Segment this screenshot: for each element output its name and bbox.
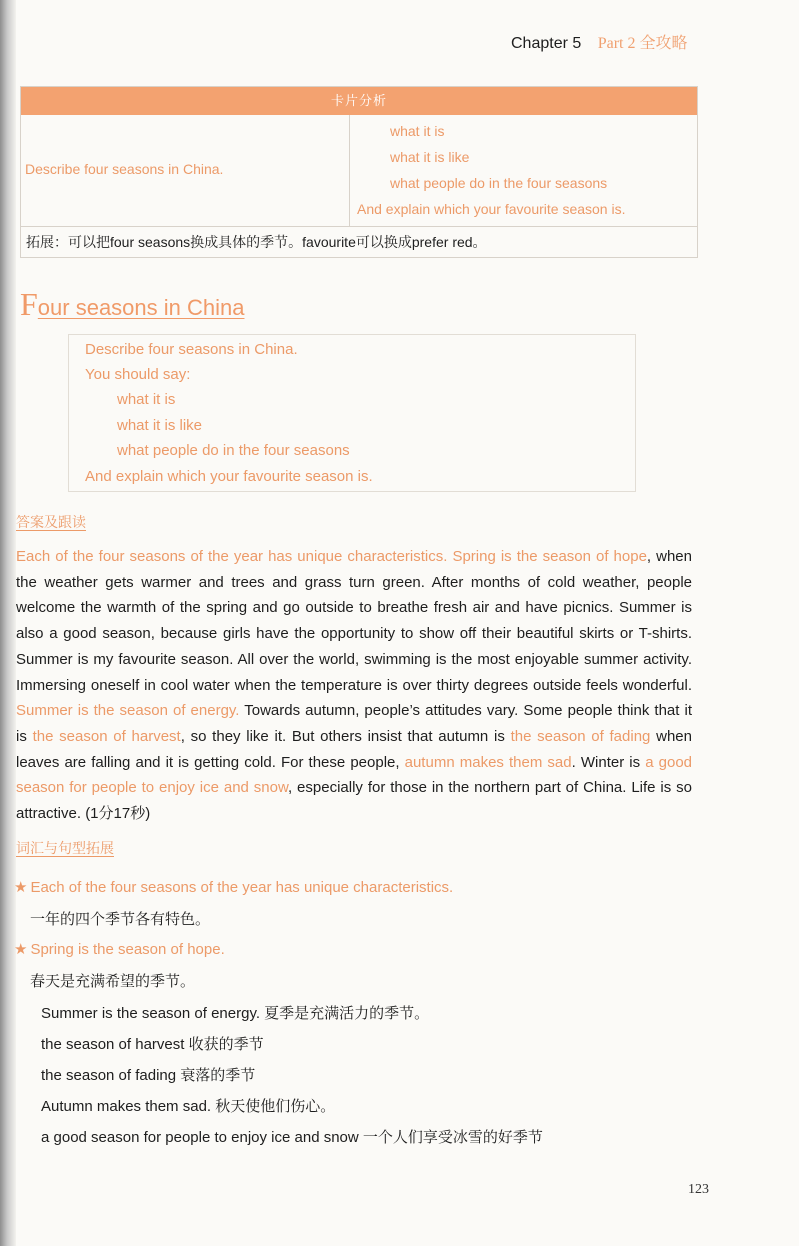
answer-text: , so they like it. But others insist that autumn is <box>180 727 511 745</box>
card-point: And explain which your favourite season is. <box>357 201 626 217</box>
vocab-item: Summer is the season of energy. 夏季是充满活力的季节。 <box>41 1005 430 1022</box>
answer-highlight: autumn makes them sad <box>404 753 572 771</box>
answer-highlight: the season of harvest <box>32 727 181 745</box>
star-icon: ★ <box>14 941 28 958</box>
vocab-item: 一年的四个季节各有特色。 <box>30 911 211 928</box>
answer-text: when leaves are falling and it is getting cold. For these people, <box>16 727 692 771</box>
chapter-label: Chapter 5 <box>511 35 582 52</box>
vocab-text: Each of the four seasons of the year has unique characteristics. <box>30 879 454 896</box>
card-point: what it is like <box>390 149 470 165</box>
answer-highlight: a good season for people to enjoy ice and snow <box>16 753 693 797</box>
topic-prompt-box <box>68 334 636 492</box>
page-header <box>511 30 688 53</box>
prompt-line: You should say: <box>85 366 191 383</box>
card-topic-text: Describe four seasons in China. <box>25 161 224 177</box>
vocab-item: the season of fading 衰落的季节 <box>41 1067 256 1084</box>
vocab-item: Autumn makes them sad. 秋天使他们伤心。 <box>41 1098 336 1115</box>
vocab-item: the season of harvest 收获的季节 <box>41 1036 264 1053</box>
answer-text: , when the weather gets warmer and trees and grass turn green. After months of cold weather, people welcome the warmth of the spring and go outside to breathe fresh air and have picnics. Summer is also a good season, because girls have the opportunity to show off their beautiful skirts or T-shirts. Summer is my favourite season. All over the world, swimming is the most enjoyable summer activity. Immersing oneself in cool water when the temperature is over thirty degrees outside feels wonderful. <box>16 548 692 694</box>
vocab-item: 春天是充满希望的季节。 <box>30 973 196 990</box>
part-label: Part 2 全攻略 <box>597 35 688 52</box>
card-analysis-table <box>20 86 698 258</box>
answer-text: , especially for those in the northern part of China. Life is so attractive. (1分17秒) <box>16 779 692 823</box>
answer-paragraph <box>16 544 692 827</box>
star-icon: ★ <box>14 879 28 896</box>
card-analysis-title: 卡片分析 <box>21 87 697 115</box>
vocab-text: Spring is the season of hope. <box>30 941 225 958</box>
prompt-line: what people do in the four seasons <box>117 442 350 459</box>
answer-highlight: Summer is the season of energy. <box>16 702 240 720</box>
card-point: what people do in the four seasons <box>390 175 608 191</box>
vocab-item: a good season for people to enjoy ice and snow 一个人们享受冰雪的好季节 <box>41 1129 543 1146</box>
page-spine-shadow <box>0 0 16 1246</box>
vocab-heading: 词汇与句型拓展 <box>16 840 114 856</box>
card-analysis-body <box>21 115 697 227</box>
vocab-item <box>14 940 225 958</box>
prompt-line: And explain which your favourite season is. <box>85 468 373 485</box>
prompt-line: Describe four seasons in China. <box>85 341 298 358</box>
answer-highlight: Each of the four seasons of the year has unique characteristics. Spring is the season of hope <box>16 548 647 565</box>
page-number: 123 <box>688 1182 709 1197</box>
answer-text: . Winter is <box>571 753 646 771</box>
card-extension-note: 拓展：可以把four seasons换成具体的季节。favourite可以换成prefer red。 <box>26 234 487 250</box>
card-topic-cell <box>21 115 350 226</box>
section-title <box>20 286 244 323</box>
answer-highlight: the season of fading <box>510 727 651 745</box>
answer-heading: 答案及跟读 <box>16 514 86 530</box>
card-points-cell <box>350 115 697 226</box>
answer-text: Towards autumn, people’s attitudes vary. Some people think that it is <box>16 702 692 745</box>
prompt-line: what it is like <box>117 417 203 434</box>
section-title-initial: F <box>20 286 38 322</box>
card-point: what it is <box>390 123 445 139</box>
vocab-item <box>14 878 453 896</box>
prompt-line: what it is <box>117 391 176 408</box>
section-title-text: our seasons in China <box>37 295 245 320</box>
